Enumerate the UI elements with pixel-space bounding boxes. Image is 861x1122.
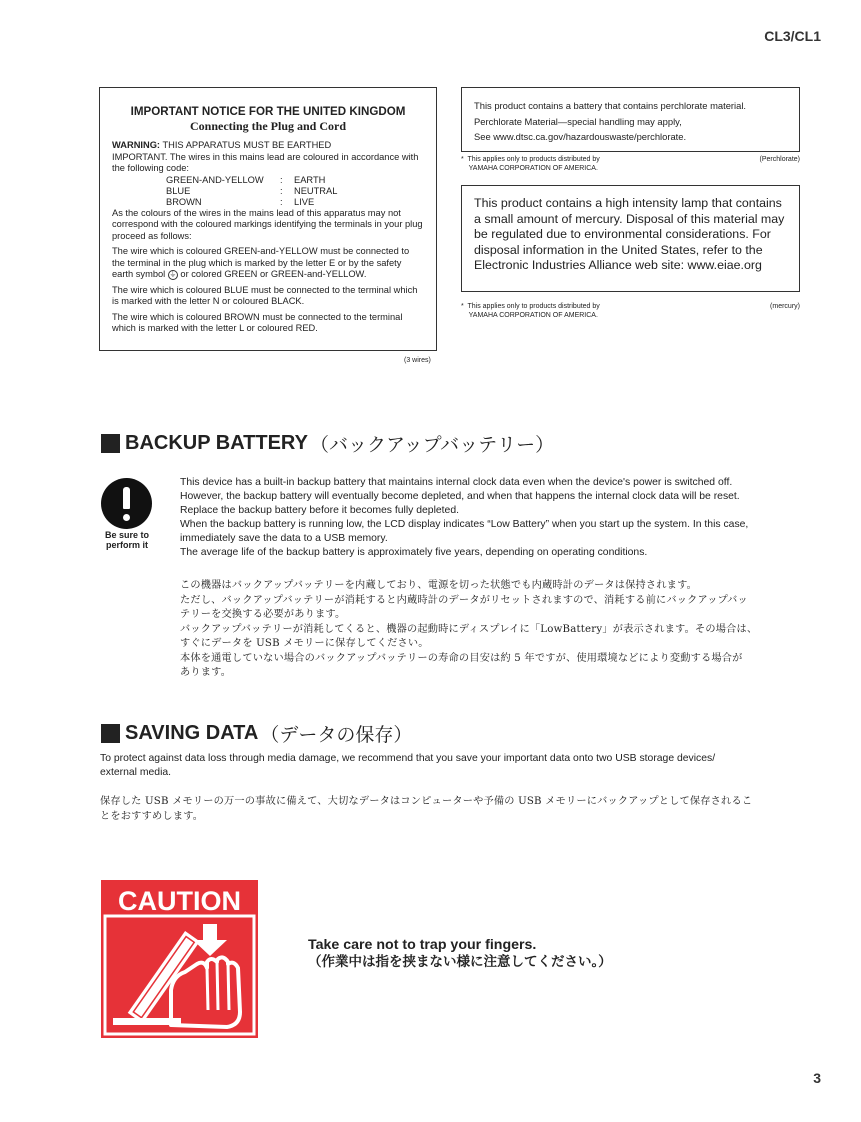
wire-row (166, 175, 337, 186)
perchlorate-line: See www.dtsc.ca.gov/hazardouswaste/perchlorate. (474, 131, 687, 142)
wire-meaning: NEUTRAL (294, 185, 338, 196)
perchlorate-tag: (Perchlorate) (759, 156, 800, 163)
backup-heading-jp: （バックアップバッテリー） (309, 434, 555, 456)
wire-code-table (166, 175, 337, 208)
wire-meaning: LIVE (294, 196, 315, 207)
backup-en-line: immediately save the data to a USB memory. (180, 533, 388, 544)
mercury-note: * This applies only to products distributed by YAMAHA CORPORATION OF AMERICA. (461, 303, 600, 319)
backup-en-line: The average life of the backup battery is approximately five years, depending on operating conditions. (180, 547, 648, 558)
heading-square-icon (101, 724, 120, 743)
backup-jp-line: この機器はバックアップバッテリーを内蔵しており、電源を切った状態でも内蔵時計のデータは保持されます。 (180, 580, 698, 591)
saving-heading-jp: （データの保存） (260, 724, 413, 746)
uk-para-colours: As the colours of the wires in the mains lead of this apparatus may not correspond with the coloured markings identifying the terminals in your plug proceed as follows: (112, 207, 423, 241)
earth-symbol-icon: ⏚ (169, 270, 177, 278)
wire-row (166, 197, 337, 208)
backup-jp-line: ただし、バックアップバッテリーが消耗すると内蔵時計のデータがリセットされますので、消耗する前にバックアップバッ (180, 594, 748, 606)
backup-en-line: Replace the backup battery before it becomes fully depleted. (180, 505, 459, 516)
exclamation-icon (101, 478, 152, 529)
saving-en-line: external media. (100, 767, 172, 778)
uk-notice-box (99, 87, 437, 351)
wire-meaning: EARTH (294, 174, 326, 185)
warning-line (112, 140, 424, 152)
backup-jp-line: あります。 (180, 667, 232, 678)
wire-sep: : (280, 196, 283, 207)
wire-color: GREEN-AND-YELLOW (166, 174, 264, 185)
backup-en-line: This device has a built-in backup battery that maintains internal clock data even when the device's power is switched off. (180, 477, 733, 488)
uk-para2-end: or colored GREEN or GREEN-and-YELLOW. (177, 269, 367, 279)
heading-square-icon (101, 434, 120, 453)
backup-battery-heading (101, 430, 554, 457)
perchlorate-line: Perchlorate Material—special handling may apply, (474, 115, 682, 127)
warning-text: THIS APPARATUS MUST BE EARTHED (160, 140, 332, 150)
wire-color: BLUE (166, 185, 191, 196)
uk-para2-start: The wire which is coloured GREEN-and-YELLOW must be connected to the terminal in the plug which is marked by the letter E or by the safety earth symbol (112, 246, 410, 279)
perchlorate-box (461, 87, 800, 152)
saving-jp-line: とをおすすめします。 (100, 810, 204, 822)
wire-sep: : (280, 174, 283, 185)
caution-text-en: Take care not to trap your fingers. (308, 937, 537, 953)
saving-data-heading (101, 720, 412, 747)
saving-jp-line: 保存した USB メモリーの万一の事故に備えて、大切なデータはコンピューターや予備の USB メモリーにバックアップとして保存されるこ (100, 796, 753, 807)
mercury-box (461, 185, 800, 292)
perchlorate-line: This product contains a battery that contains perchlorate material. (474, 100, 747, 111)
backup-jp-text (180, 579, 757, 681)
backup-jp-line: テリーを交換する必要があります。 (180, 609, 346, 620)
uk-para-brown: The wire which is coloured BROWN must be connected to the terminal which is marked with the letter L or coloured RED. (112, 311, 403, 333)
mercury-text: This product contains a high intensity lamp that contains a small amount of mercury. Disposal of this material may be regulated due to environmental considerations. For disposal information in the United States, refer to the Electronic Industries Alliance web site: www.eiae.org (474, 196, 785, 272)
saving-en-text (100, 752, 715, 780)
be-sure-label: Be sure to perform it (104, 530, 149, 550)
uk-notice-subtitle: Connecting the Plug and Cord (189, 118, 347, 133)
caution-sign (101, 880, 258, 1038)
backup-heading-en: BACKUP BATTERY (125, 432, 308, 454)
uk-para-green-yellow (112, 246, 424, 281)
uk-notice-title: IMPORTANT NOTICE FOR THE UNITED KINGDOM (130, 105, 406, 118)
wire-row (166, 186, 337, 197)
backup-jp-line: すぐにデータを USB メモリーに保存してください。 (180, 638, 429, 649)
page-number: 3 (813, 1070, 821, 1086)
caution-text (308, 937, 612, 971)
saving-jp-text (100, 795, 752, 824)
important-text: IMPORTANT. The wires in this mains lead are coloured in accordance with the following code: (112, 151, 419, 173)
uk-para-blue: The wire which is coloured BLUE must be connected to the terminal which is marked with the letter N or coloured BLACK. (112, 284, 418, 306)
wire-color: BROWN (166, 196, 202, 207)
wire-sep: : (280, 185, 283, 196)
backup-en-line: When the backup battery is running low, the LCD display indicates “Low Battery” when you start up the system. In this case, (180, 519, 749, 530)
backup-en-text (180, 476, 748, 560)
backup-jp-line: バックアップバッテリーが消耗してくると、機器の起動時にディスプレイに「LowBattery」が表示されます。その場合は、 (180, 623, 758, 635)
uk-footnote: (3 wires) (404, 357, 431, 364)
backup-jp-line: 本体を通電していない場合のバックアップバッテリーの寿命の目安は約 5 年ですが、使用環境などにより変動する場合が (180, 652, 743, 664)
perchlorate-note: * This applies only to products distributed by YAMAHA CORPORATION OF AMERICA. (461, 156, 600, 172)
mercury-tag: (mercury) (770, 303, 800, 310)
caution-label: CAUTION (118, 886, 241, 916)
model-name: CL3/CL1 (764, 28, 821, 44)
backup-en-line: However, the backup battery will eventually become depleted, and when that happens the internal clock data will be reset. (180, 491, 740, 502)
saving-heading-en: SAVING DATA (125, 722, 259, 744)
caution-text-jp: （作業中は指を挟まない様に注意してください。） (308, 954, 612, 970)
finger-trap-icon (101, 880, 258, 1038)
saving-en-line: To protect against data loss through media damage, we recommend that you save your important data onto two USB storage devices/ (100, 753, 716, 764)
warning-label: WARNING: (112, 140, 161, 150)
